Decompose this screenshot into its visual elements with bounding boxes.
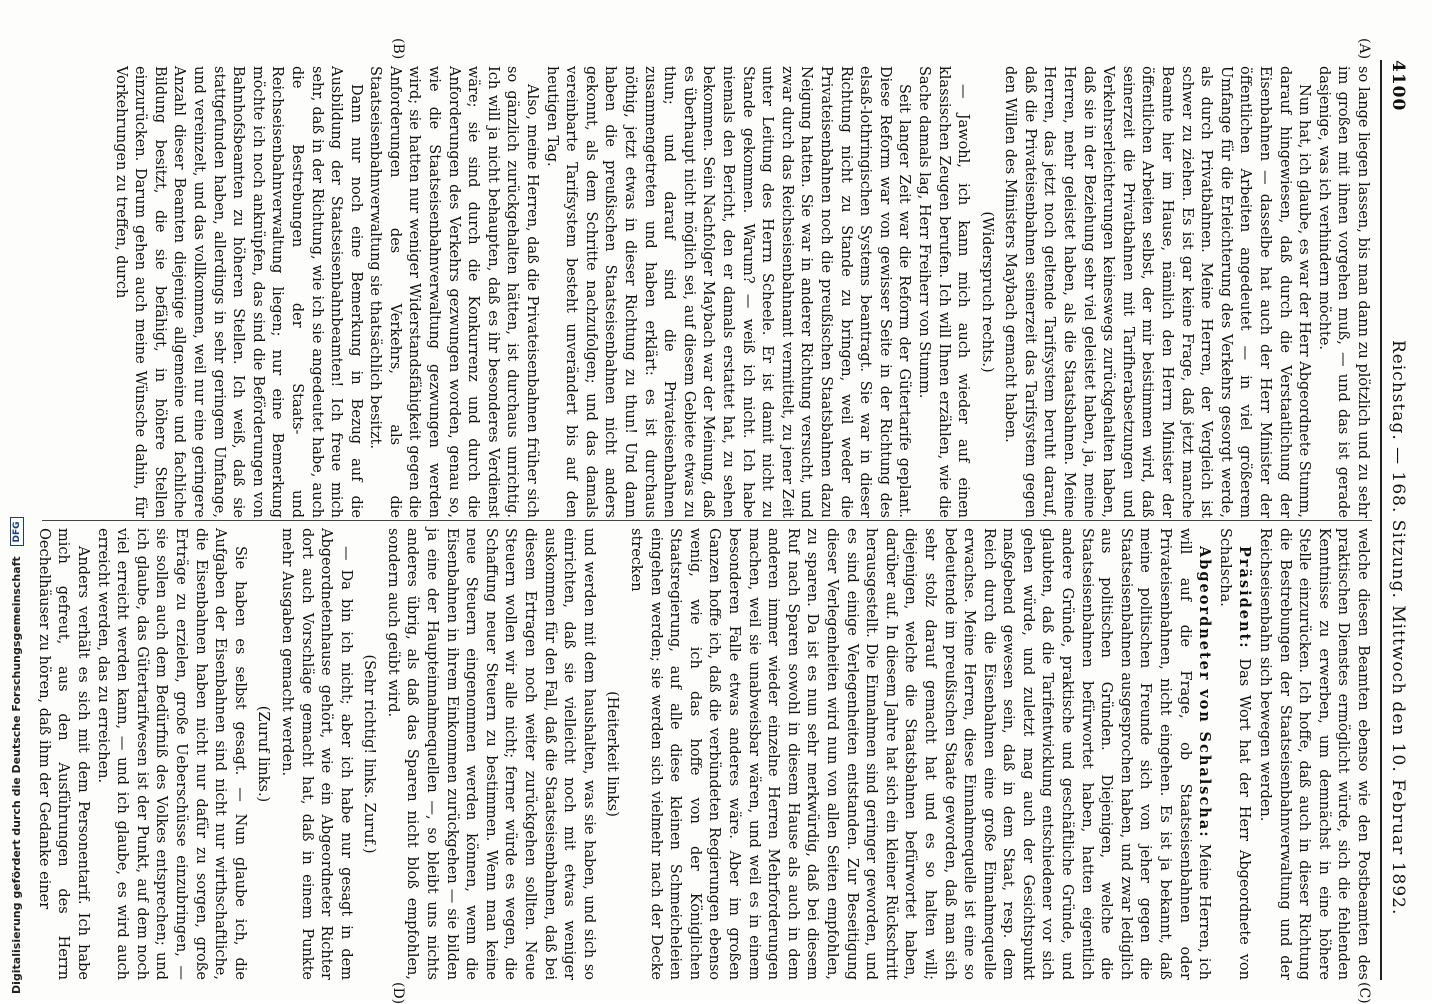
left-column	[42, 66, 1372, 518]
interjection: (Heiterkeit links)	[604, 691, 621, 817]
page-number: 4100	[1388, 60, 1408, 112]
footer-credit-text: Digitalisierung gefördert durch die Deutsche Forschungsgemeinschaft	[10, 556, 23, 994]
right-column	[35, 528, 1372, 981]
speaker-paragraph	[1214, 528, 1254, 980]
margin-marker-a: (A)	[1356, 38, 1372, 60]
body-paragraph: Nun hat, ich glaube, es war der Herr Abgeordnete Stumm, darauf hingewiesen, daß durch die Verstaatlichung der Eisenbahnen — dasselbe hat auch der Herr Minister der öffentlichen Arbeiten angedeutet — in viel größerem Umfange für die Erleichterung des Verkehrs gesorgt werde, als durch Privatbahnen. Meine Herren, der Vergleich ist schwer zu ziehen. Es ist gar keine Frage, daß jetzt manche Beamte hier im Hause, nämlich den Herrn Minister der öffentlichen Arbeiten selbst, der mir beistimmen wird, daß seinerzeit die Privatbahnen mit Tarifherabsetzungen und Verkehrserleichterungen keineswegs zurückgehalten haben, daß sie in der Beziehung sehr viel geleistet haben, ja, meine Herren, mehr geleistet haben, als die Staatsbahnen. Meine Herren, das jetzt noch geltende Tarifsystem beruht darauf, daß die Privateisenbahnen seinerzeit das Tarifsystem gegen den Willen des Ministers Maybach gemacht haben.	[1002, 66, 1313, 518]
body-paragraph: — Da bin ich nicht; aber ich habe nur gesagt in dem Abgeordnetenhause gehört, wie ein Abgeordneter Richter dort auch Vorschläge gemacht hat, daß in einem Punkte mehr Ausgaben gemacht werden.	[278, 528, 354, 980]
speaker-label: Präsident:	[1236, 546, 1254, 650]
rotated-page-content	[16, 0, 1416, 1004]
body-paragraph: welche diesen Beamten ebenso wie den Postbeamten des praktischen Dienstes ermöglicht würde, sich die fehlenden Kenntnisse zu erwerben, um demnächst in eine höhere Stelle einzurücken. Ich hoffe, daß auch in dieser Richtung die Bestrebungen der Staatseisenbahnverwaltung und der Reichseisenbahn sich bewegen werden.	[1257, 528, 1371, 980]
speaker-paragraph	[625, 528, 1214, 980]
running-title: Reichstag. — 168. Sitzung. Mittwoch den 10. Februar 1892.	[1388, 340, 1408, 916]
body-paragraph: Anders verhält es sich mit dem Personentarif. Ich habe mich gefreut, aus den Ausführungen des Herrn Oechelhäuser zu hören, daß ihm der Gedanke einer	[35, 528, 91, 980]
column-divider	[42, 520, 1372, 521]
body-paragraph: Seit langer Zeit war die Reform der Gütertarife geplant. Diese Reform war von gewisser Seite in der Richtung des elsaß-lothringischen Systems beantragt. Sie war in dieser Richtung nicht zu Stande zu bringen, weil weder die Privateisenbahnen noch die preußischen Staatsbahnen dazu Neigung hatten. Sie war in anderer Richtung versucht, und zwar durch das Reichseisenbahnamt vermittelt, zu jener Zeit unter Leitung des Herrn Scheele. Er ist damit nicht zu Stande gekommen. Warum? — weiß ich nicht. Ich habe niemals den Bericht, den er damals erstattet hat, zu sehen bekommen. Sein Nachfolger Maybach war der Meinung, daß es überhaupt nicht möglich sei, auf diesem Gebiete etwas zu thun; und darauf sind die Privateisenbahnen zusammengetreten und haben erklärt: es ist durchaus nöthig, jetzt etwas in dieser Richtung zu thun! Und dann haben die preußischen Staatseisenbahnen nicht anders gekonnt, als dem Schritte nachzufolgen; und das damals vereinbarte Tarifsystem besteht unverändert bis auf den heutigen Tag.	[543, 66, 913, 518]
margin-marker-c: (C)	[1356, 982, 1372, 1004]
footer-credit	[10, 521, 24, 994]
interjection: (Sehr richtig! links. Zuruf.)	[361, 654, 378, 854]
speaker-text: Das Wort hat der Herr Abgeordnete von Schalscha.	[1216, 528, 1253, 980]
body-paragraph: Also, meine Herren, daß die Privateisenbahnen früher sich so gänzlich zurückgehalten hätten, ist durchaus unrichtig. Ich will ja nicht behaupten, daß es ihr besonderes Verdienst wäre; sie sind durch die Konkurrenz und durch die Anforderungen des Verkehrs gezwungen worden, genau so, wie die Staatseisenbahnverwaltung gezwungen werden wird; sie hatten nur weniger Widerstandsfähigkeit gegen die Anforderungen des Verkehrs, als die Staatseisenbahnverwaltung sie thatsächlich besitzt.	[367, 66, 541, 518]
page-header	[1384, 60, 1412, 980]
speaker-text: Meine Herren, ich will auf die Frage, ob Staatseisenbahnen oder Privateisenbahnen, nicht eingehen. Es ist ja bekannt, daß meine politischen Freunde sich von jeher gegen die Staatseisenbahnen ausgesprochen haben, und zwar lediglich aus politischen Gründen. Diejenigen, welche die Staatseisenbahnen befürwortet haben, hatten eigentlich andere Gründe, praktische und geschäftliche Gründe, und glaubten, daß die Tarifentwicklung entschiedener vor sich gehen würde, und zuletzt mag auch der Gesichtspunkt maßgebend gewesen sein, daß in dem Staat, resp. dem Reich durch die Eisenbahnen eine große Einnahmequelle erwachse. Meine Herren, diese Einnahmequelle ist eine so bedeutende im preußischen Staate geworden, daß man sich sehr stolz darauf gemacht hat und es so halten will; diejenigen, welche die Staatsbahnen befürwortet haben, darüber auf. In diesem Jahre hat sich ein kleiner Rückschritt herausgestellt. Die Einnahmen sind geringer geworden, und es sind einige Verlegenheiten entstanden. Zur Beseitigung dieser Verlegenheiten wird nun von allen Seiten empfohlen, zu sparen. Da ist es nun sehr merkwürdig, daß bei diesem Ruf nach Sparen sowohl in diesem Hause als auch in dem anderen immer wieder einzelne Herren Mehrforderungen machen, weil sie unabweisbar wären, und weil es in einem besonderen Falle etwas anderes wäre. Aber im großen Ganzen hoffe ich, daß die verbündeten Regierungen ebenso wenig, wie ich das hoffe von der Königlichen Staatsregierung, auf alle diese kleinen Schmeicheleien eingehen werden; sie werden sich vielmehr nach der Decke strecken	[628, 528, 1213, 981]
header-rule	[1380, 60, 1382, 980]
body-paragraph: und werden mit dem haushalten, was sie haben, und sich so einrichten, daß sie vielleicht noch mit etwas weniger auskommen für den Fall, daß die Staatseisenbahnen, daß bei diesem Ertragen noch weiter zurückgehen sollten. Neue Steuern wollen wir alle nicht; ferner würde es wegen, die Schaffung neuer Steuern zu bestimmen. Wenn man keine neue Steuern eingenommen werden können, wenn die Eisenbahnen in ihrem Einkommen zurückgehen — sie bilden ja eine der Haupteinnahmequellen —, so bleibt uns nichts anderes übrig, als daß das Sparen nicht bloß empfohlen, sondern auch geübt wird.	[384, 528, 597, 980]
body-paragraph: so lange liegen lassen, bis man dann zu plötzlich und zu sehr im großen mit ihnen vorgehen muß, — und das ist gerade dasjenige, was ich verhindern möchte.	[1315, 66, 1371, 518]
dfg-logo: DFG	[10, 517, 24, 546]
margin-marker-d: (D)	[390, 982, 406, 1004]
body-paragraph: Dann nur noch eine Bemerkung in Bezug auf die Ausbildung der Staatseisenbahnbeamten! Ich freue mich sehr, daß in der Richtung, wie ich sie angedeutet habe, auch die Bestrebungen der Staats- und Reichseisenbahnverwaltung liegen; nur eine Bemerkung möchte ich noch anknüpfen, das sind die Beförderungen von Bahnhofsbeamten zu höheren Stellen. Ich weiß, daß sie stattgefunden haben, allerdings in sehr geringem Umfange, und vereinzelt, und das vollkommen, weil nur eine geringere Anzahl dieser Beamten diejenige allgemeine und fachliche Bildung besitzt, die sie befähigt, in höhere Stellen einzurücken. Darum gehen auch meine Wünsche dahin, für Vorkehrungen zu treffen, durch	[112, 66, 364, 518]
interjection: (Widerspruch rechts.)	[978, 211, 995, 373]
speaker-label: Abgeordneter von Schalscha:	[1196, 546, 1214, 839]
body-paragraph: Sie haben es selbst gesagt. — Nun glaube ich, die Aufgaben der Eisenbahnen sind nicht nur wirthschaftliche, die Eisenbahnen haben nicht nur dafür zu sorgen, große Erträge zu erzielen, große Ueberschüsse einzubringen, — sie sollen auch dem Bedürfniß des Volkes entsprechen; und ich glaube, das Gütertarifwesen ist der Punkt, auf dem noch viel erreicht werden kann, — und ich glaube, es wird auch erreicht werden, das zu erreichen.	[94, 528, 248, 980]
digitization-footer	[6, 521, 26, 998]
interjection: (Zuruf links.)	[255, 705, 272, 803]
body-paragraph: — Jawohl, ich kann mich auch wieder auf einen klassischen Zeugen berufen. Ich will Ihnen erzählen, wie die Sache damals lag, Herr Freiherr von Stumm.	[915, 66, 972, 518]
margin-marker-b: (B)	[390, 38, 406, 60]
